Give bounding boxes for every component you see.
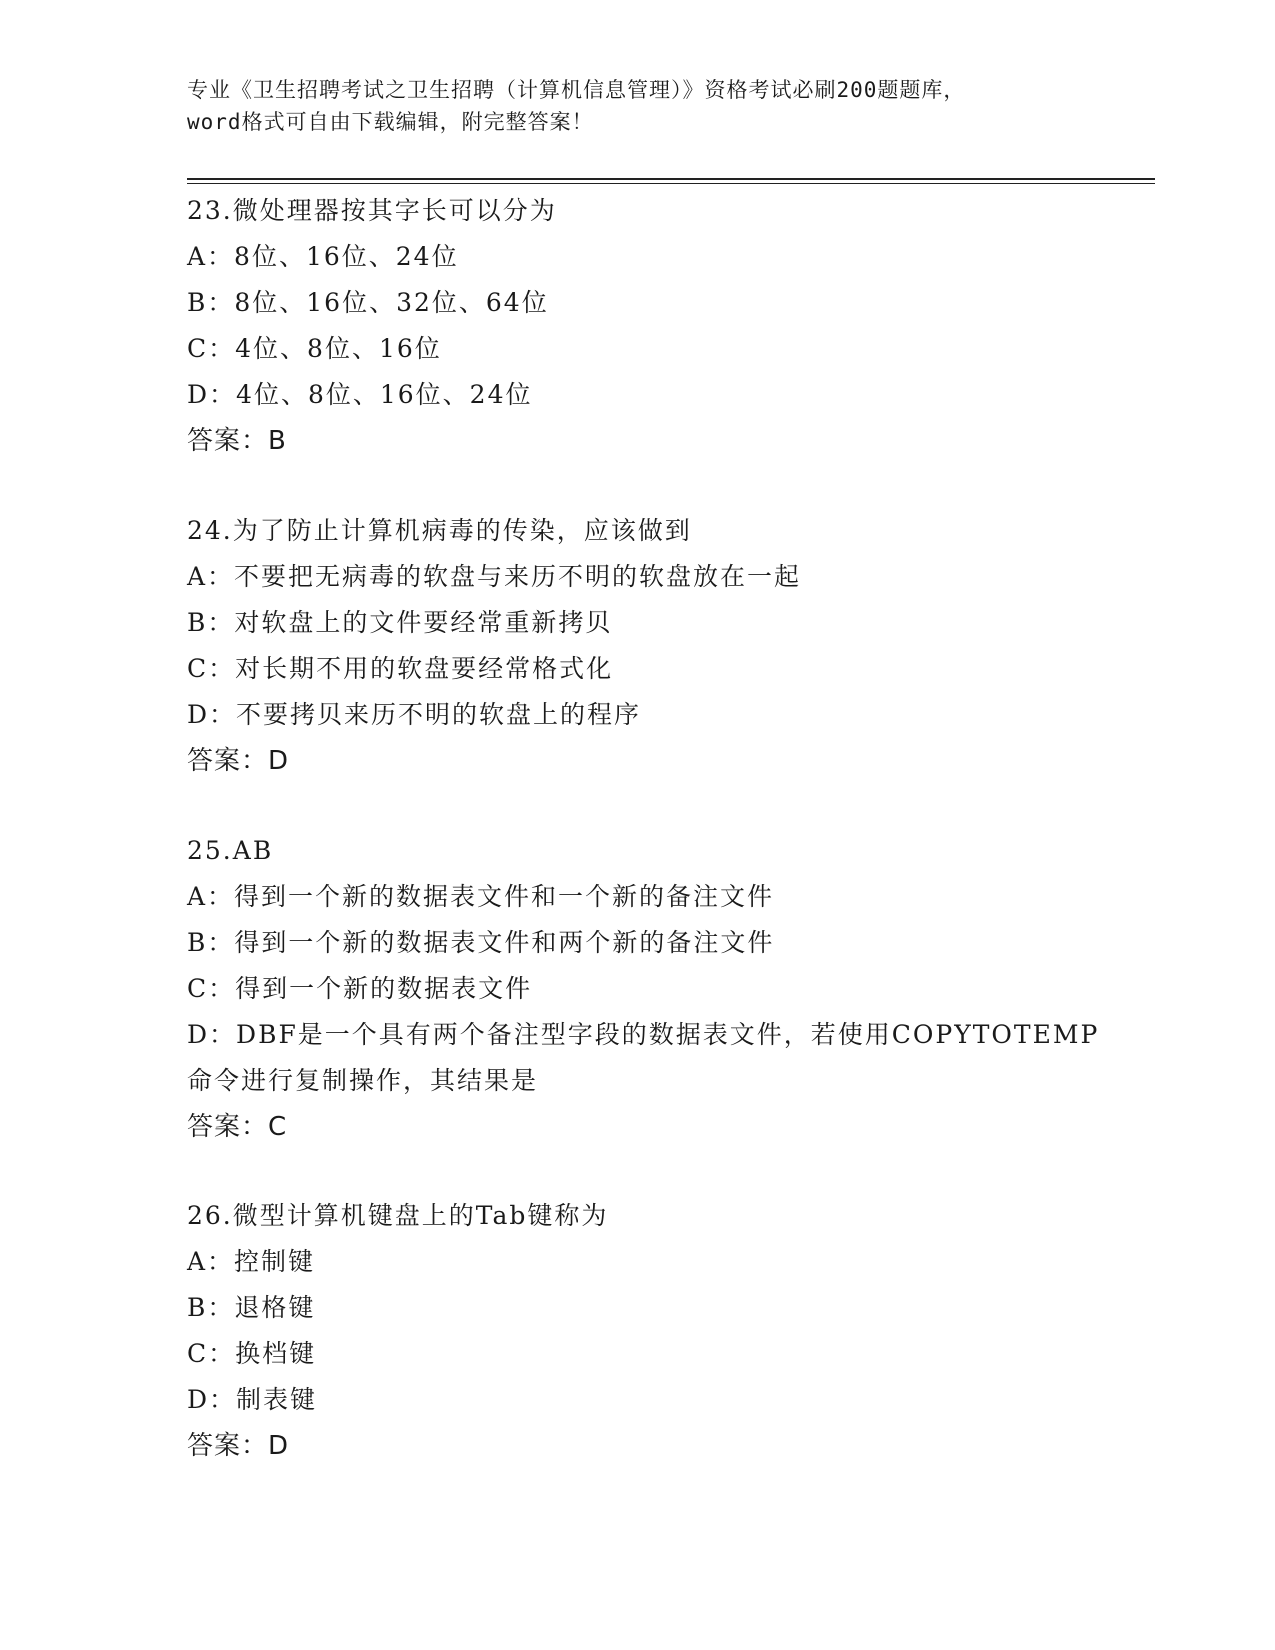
- option-d-continuation: 命令进行复制操作，其结果是: [187, 1066, 539, 1095]
- option-a: A：不要把无病毒的软盘与来历不明的软盘放在一起: [187, 562, 802, 591]
- option-c: C：换档键: [187, 1339, 317, 1368]
- question-25: [187, 828, 1107, 1150]
- option-b: B：得到一个新的数据表文件和两个新的备注文件: [187, 928, 775, 957]
- option-d: D：不要拷贝来历不明的软盘上的程序: [187, 700, 642, 729]
- question-23: [187, 188, 1107, 464]
- answer-line: 答案：B: [187, 426, 287, 456]
- option-c: C：对长期不用的软盘要经常格式化: [187, 654, 614, 683]
- question-24: [187, 508, 1107, 784]
- answer-line: 答案：D: [187, 1431, 290, 1461]
- answer-line: 答案：D: [187, 746, 290, 776]
- option-c: C：4位、8位、16位: [187, 334, 442, 363]
- option-a: A：控制键: [187, 1247, 316, 1276]
- question-stem: 26.微型计算机键盘上的Tab键称为: [187, 1201, 609, 1230]
- option-d: D：4位、8位、16位、24位: [187, 380, 533, 409]
- question-stem: 23.微处理器按其字长可以分为: [187, 196, 557, 225]
- question-stem: 25.AB: [187, 836, 274, 865]
- document-header: [187, 74, 1087, 138]
- option-b: B：退格键: [187, 1293, 316, 1322]
- option-b: B：对软盘上的文件要经常重新拷贝: [187, 608, 613, 637]
- option-d: D：制表键: [187, 1385, 318, 1414]
- question-stem: 24.为了防止计算机病毒的传染，应该做到: [187, 516, 692, 545]
- question-26: [187, 1193, 1107, 1469]
- option-d: D：DBF是一个具有两个备注型字段的数据表文件，若使用COPYTOTEMP: [187, 1020, 1100, 1049]
- option-b: B：8位、16位、32位、64位: [187, 288, 549, 317]
- option-a: A：得到一个新的数据表文件和一个新的备注文件: [187, 882, 775, 911]
- header-divider-thick: [187, 178, 1155, 180]
- option-c: C：得到一个新的数据表文件: [187, 974, 533, 1003]
- header-title-line-1: 专业《卫生招聘考试之卫生招聘（计算机信息管理）》资格考试必刷200题题库，: [187, 78, 966, 102]
- header-title-line-2: word格式可自由下载编辑，附完整答案！: [187, 110, 594, 134]
- header-divider-thin: [187, 183, 1155, 184]
- option-a: A：8位、16位、24位: [187, 242, 459, 271]
- answer-line: 答案：C: [187, 1112, 288, 1142]
